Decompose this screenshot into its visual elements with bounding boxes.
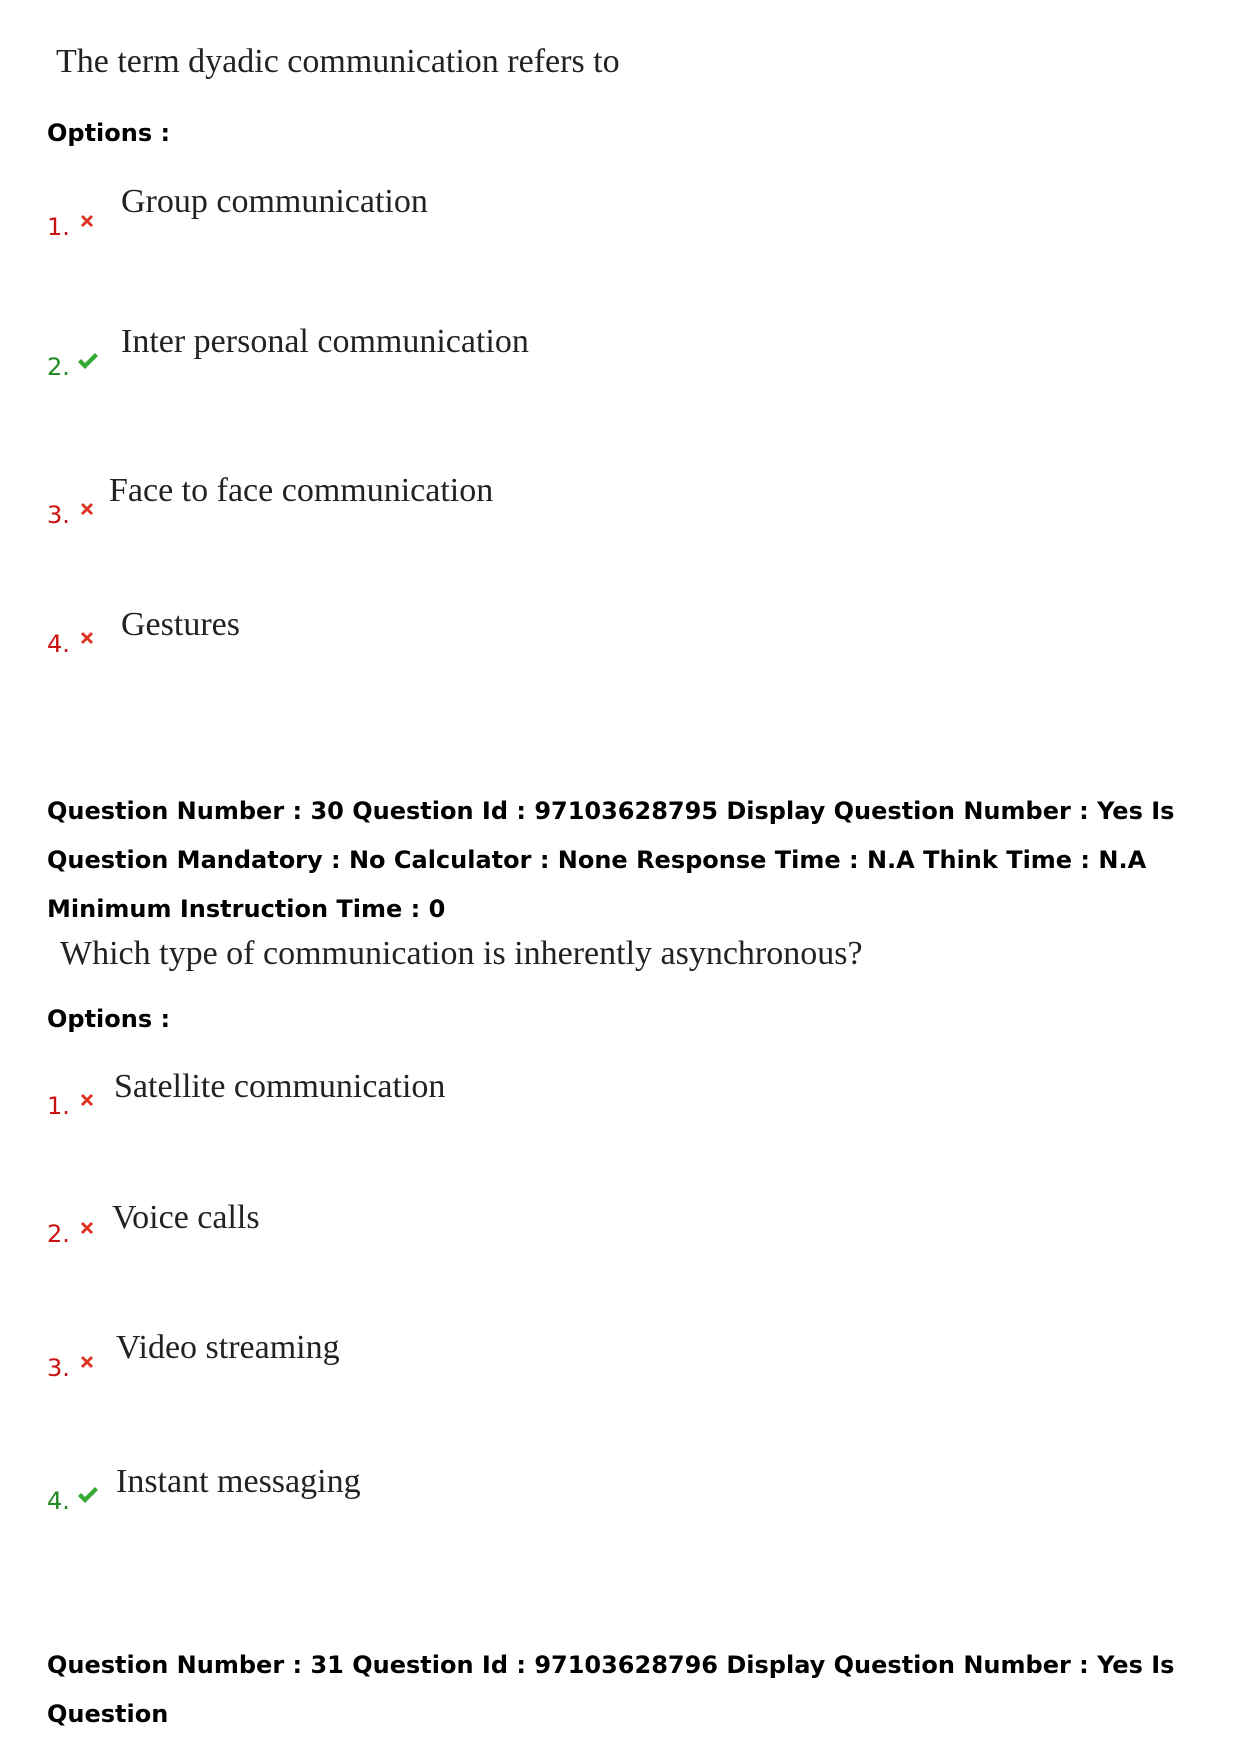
- option-number: 1.: [47, 1092, 70, 1120]
- options-label: Options :: [47, 119, 171, 147]
- option-number: 4.: [47, 630, 70, 658]
- option-text: Face to face communication: [109, 472, 494, 509]
- cross-icon: [78, 212, 96, 230]
- option-number: 1.: [47, 213, 70, 241]
- check-icon: [76, 352, 100, 370]
- option-number: 4.: [47, 1487, 70, 1515]
- question-meta-31: Question Number : 31 Question Id : 97103628796 Display Question Number : Yes Is Question: [47, 1651, 1175, 1728]
- question-text-30: Which type of communication is inherently asynchronous?: [60, 935, 863, 972]
- cross-icon: [78, 1219, 96, 1237]
- check-icon: [76, 1486, 100, 1504]
- question-text-29: The term dyadic communication refers to: [56, 43, 620, 80]
- cross-icon: [78, 629, 96, 647]
- cross-icon: [78, 1353, 96, 1371]
- option-text: Satellite communication: [114, 1068, 446, 1105]
- options-label: Options :: [47, 1005, 171, 1033]
- option-text: Group communication: [121, 183, 428, 220]
- option-number: 3.: [47, 1354, 70, 1382]
- option-number: 2.: [47, 1220, 70, 1248]
- question-meta-30: Question Number : 30 Question Id : 97103628795 Display Question Number : Yes Is Question Mandatory : No Calculator : None Response Time : N.A Think Time : N.A Minimum Instruction Time : 0: [47, 797, 1175, 923]
- option-number: 2.: [47, 353, 70, 381]
- option-text: Video streaming: [116, 1329, 340, 1366]
- cross-icon: [78, 1091, 96, 1109]
- option-number: 3.: [47, 501, 70, 529]
- option-text: Voice calls: [112, 1199, 260, 1236]
- cross-icon: [78, 500, 96, 518]
- option-text: Instant messaging: [116, 1463, 361, 1500]
- option-text: Gestures: [121, 606, 240, 643]
- option-text: Inter personal communication: [121, 323, 529, 360]
